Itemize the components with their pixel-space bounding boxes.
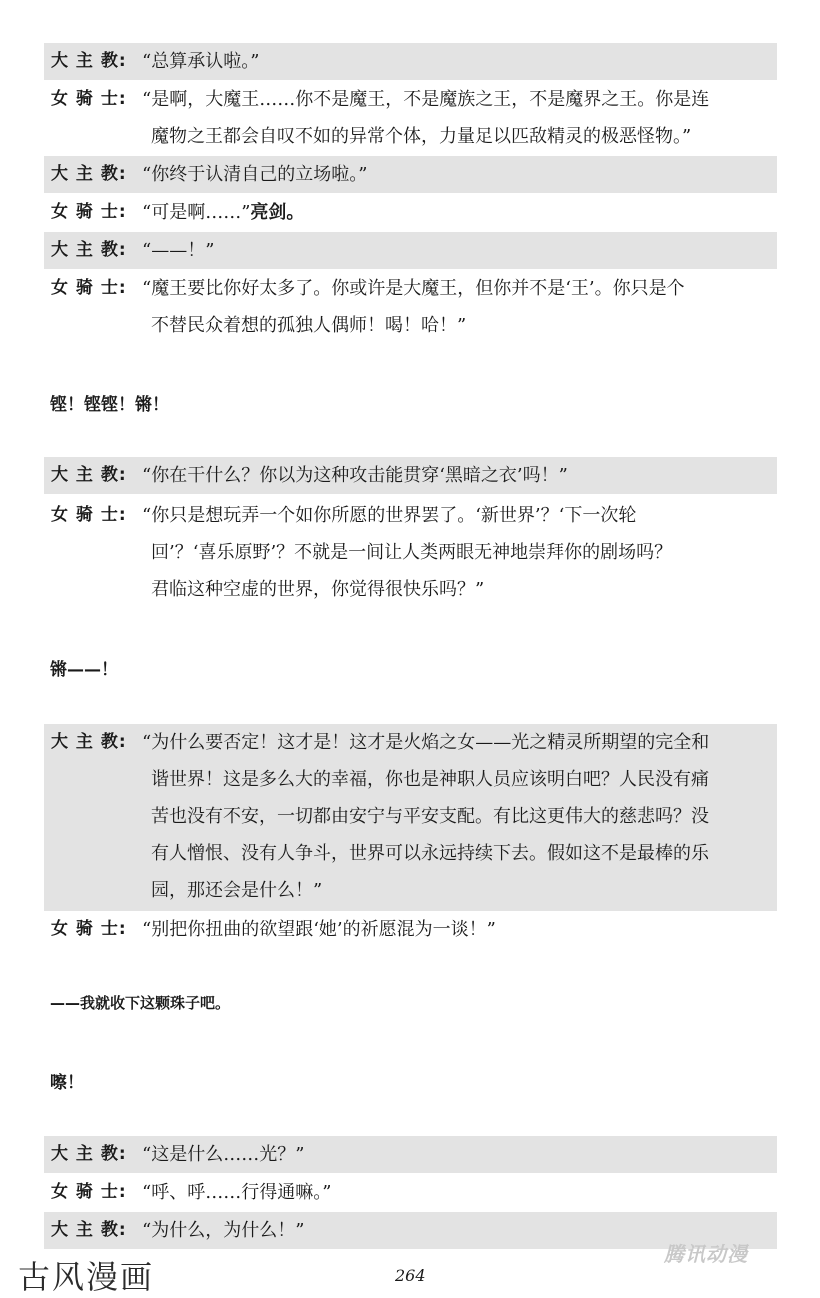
dialogue-line	[44, 43, 777, 80]
dialogue-text: “你终于认清自己的立场啦。”	[142, 164, 368, 185]
narration: ——我就收下这颗珠子吧。	[50, 994, 231, 1012]
dialogue-line	[44, 1174, 777, 1211]
dialogue-text: “——！”	[142, 240, 215, 261]
dialogue-line	[44, 156, 777, 193]
page-number: 264	[395, 1266, 426, 1285]
dialogue-line	[44, 81, 777, 155]
speaker-label: 女 骑 士:	[51, 505, 127, 525]
dialogue-line	[44, 1136, 777, 1173]
dialogue-text: “为什么要否定！这才是！这才是火焰之女——光之精灵所期望的完全和	[142, 732, 710, 753]
speaker-label: 大 主 教:	[51, 164, 127, 184]
dialogue-text: “总算承认啦。”	[142, 51, 260, 72]
dialogue-text: “这是什么……光？”	[142, 1144, 305, 1165]
dialogue-text: “呼、呼……行得通嘛。”	[142, 1182, 332, 1203]
dialogue-text: 有人憎恨、没有人争斗，世界可以永远持续下去。假如这不是最棒的乐	[151, 843, 709, 864]
dialogue-line	[44, 911, 777, 948]
narration: 嚓！	[50, 1073, 84, 1093]
dialogue-text: 君临这种空虚的世界，你觉得很快乐吗？”	[151, 579, 485, 600]
dialogue-line	[44, 270, 777, 344]
watermark-right: 腾讯动漫	[664, 1242, 748, 1266]
dialogue-text: “你在干什么？你以为这种攻击能贯穿‘黑暗之衣’吗！”	[142, 465, 568, 486]
dialogue-line	[44, 497, 777, 608]
speaker-label: 大 主 教:	[51, 465, 127, 485]
dialogue-text: 谐世界！这是多么大的幸福，你也是神职人员应该明白吧？人民没有痛	[151, 769, 709, 790]
speaker-label: 大 主 教:	[51, 240, 127, 260]
speaker-label: 女 骑 士:	[51, 1182, 127, 1202]
speaker-label: 大 主 教:	[51, 1144, 127, 1164]
dialogue-text: 不替民众着想的孤独人偶师！喝！哈！”	[151, 315, 467, 336]
dialogue-text: “为什么，为什么！”	[142, 1220, 305, 1241]
dialogue-text: 苦也没有不安，一切都由安宁与平安支配。有比这更伟大的慈悲吗？没	[151, 806, 709, 827]
speaker-label: 大 主 教:	[51, 51, 127, 71]
dialogue-line	[44, 232, 777, 269]
speaker-label: 女 骑 士:	[51, 919, 127, 939]
dialogue-text: “可是啊……”	[142, 202, 251, 223]
dialogue-text: “是啊，大魔王……你不是魔王，不是魔族之王，不是魔界之王。你是连	[142, 89, 710, 110]
dialogue-line	[44, 724, 777, 911]
watermark-left: 古风漫画	[18, 1258, 155, 1296]
dialogue-text: “魔王要比你好太多了。你或许是大魔王，但你并不是‘王’。你只是个	[142, 278, 685, 299]
speaker-label: 大 主 教:	[51, 1220, 127, 1240]
action-text: 亮剑。	[250, 202, 305, 223]
dialogue-text: “你只是想玩弄一个如你所愿的世界罢了。‘新世界’？‘下一次轮	[142, 505, 637, 526]
dialogue-line	[44, 194, 777, 231]
speaker-label: 女 骑 士:	[51, 278, 127, 298]
narration: 铿！铿铿！锵！	[50, 395, 169, 415]
dialogue-text: 园，那还会是什么！”	[151, 880, 323, 901]
speaker-label: 女 骑 士:	[51, 89, 127, 109]
speaker-label: 女 骑 士:	[51, 202, 127, 222]
dialogue-line	[44, 457, 777, 494]
dialogue-text: 魔物之王都会自叹不如的异常个体，力量足以匹敌精灵的极恶怪物。”	[151, 126, 692, 147]
narration: 锵——！	[50, 660, 118, 680]
speaker-label: 大 主 教:	[51, 732, 127, 752]
dialogue-text: 回’？‘喜乐原野’？不就是一间让人类两眼无神地崇拜你的剧场吗？	[151, 542, 673, 563]
dialogue-text: “别把你扭曲的欲望跟‘她’的祈愿混为一谈！”	[142, 919, 496, 940]
